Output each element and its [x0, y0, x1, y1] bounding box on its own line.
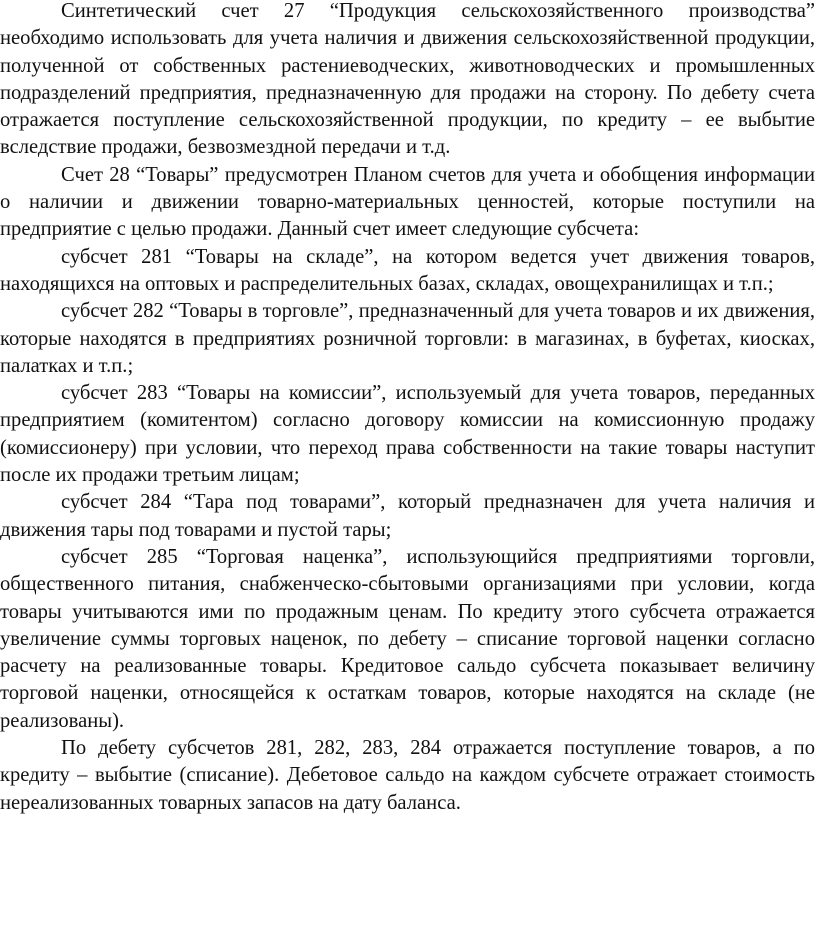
paragraph-account-27: Синтетический счет 27 “Продукция сельскохозяйственного производства” необходимо использовать для учета наличия и движения сельскохозяйственной продукции, полученной от собственных растениеводческих, животноводческих и промышленных подразделений предприятия, предназначенную для продажи на сторону. По дебету счета отражается поступление сельскохозяйственной продукции, по кредиту – ее выбытие вследствие продажи, безвозмездной передачи и т.д.: [0, 0, 815, 159]
paragraph-subaccount-281: субсчет 281 “Товары на складе”, на котором ведется учет движения товаров, находящихся на оптовых и распределительных базах, складах, овощехранилищах и т.п.;: [0, 245, 815, 295]
paragraph-subaccount-283: субсчет 283 “Товары на комиссии”, используемый для учета товаров, переданных предприятием (комитентом) согласно договору комиссии на комиссионную продажу (комиссионеру) при условии, что переход права собственности на такие товары наступит после их продажи третьим лицам;: [0, 382, 815, 487]
paragraph-subaccount-282: субсчет 282 “Товары в торговле”, предназначенный для учета товаров и их движения, которые находятся в предприятиях розничной торговли: в магазинах, в буфетах, киосках, палатках и т.п.;: [0, 300, 815, 377]
paragraph-subaccount-284: субсчет 284 “Тара под товарами”, который предназначен для учета наличия и движения тары под товарами и пустой тары;: [0, 491, 815, 541]
paragraph-debit-credit-summary: По дебету субсчетов 281, 282, 283, 284 отражается поступление товаров, а по кредиту – выбытие (списание). Дебетовое сальдо на каждом субсчете отражает стоимость нереализованных товарных запасов на дату баланса.: [0, 737, 815, 814]
paragraph-subaccount-285: субсчет 285 “Торговая наценка”, использующийся предприятиями торговли, общественного питания, снабженческо-сбытовыми организациями при условии, когда товары учитываются ими по продажным ценам. По кредиту этого субсчета отражается увеличение суммы торговых наценок, по дебету – списание торговой наценки согласно расчету на реализованные товары. Кредитовое сальдо субсчета показывает величину торговой наценки, относящейся к остаткам товаров, которые находятся на складе (не реализованы).: [0, 545, 815, 732]
paragraph-account-28: Счет 28 “Товары” предусмотрен Планом счетов для учета и обобщения информации о наличии и движении товарно-материальных ценностей, которые поступили на предприятие с целью продажи. Данный счет имеет следующие субсчета:: [0, 163, 815, 241]
